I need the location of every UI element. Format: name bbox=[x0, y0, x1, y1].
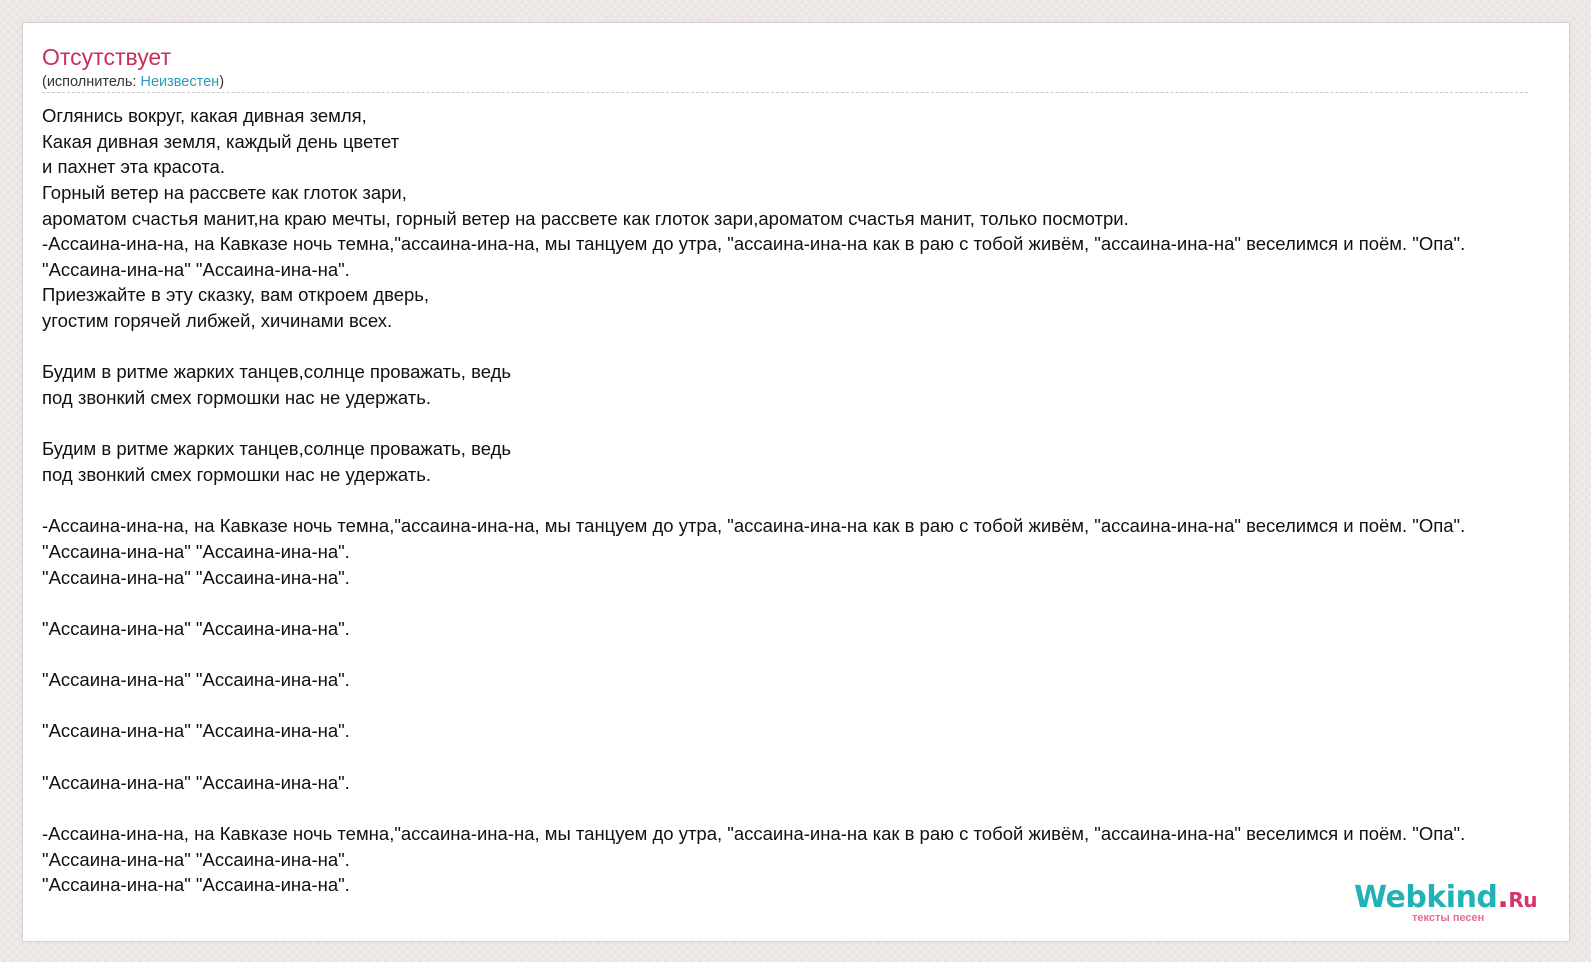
lyrics-blank-line bbox=[42, 488, 1570, 514]
lyrics-line: "Ассаина-ина-на" "Ассаина-ина-на". bbox=[42, 771, 350, 793]
song-title: Отсутствует bbox=[42, 44, 171, 70]
artist-suffix: ) bbox=[219, 74, 225, 90]
lyrics-line: "Ассаина-ина-на" "Ассаина-ина-на". bbox=[42, 258, 350, 280]
lyrics-line: Горный ветер на рассвете как глоток зари, bbox=[42, 181, 407, 203]
title-divider bbox=[42, 92, 1528, 93]
logo-ru: Ru bbox=[1508, 888, 1537, 912]
lyrics-line: "Ассаина-ина-на" "Ассаина-ина-на". bbox=[42, 617, 350, 639]
lyrics-line: Какая дивная земля, каждый день цветет bbox=[42, 130, 400, 152]
artist-line bbox=[42, 73, 224, 91]
lyrics-blank-line bbox=[42, 795, 1570, 821]
lyrics-line: угостим горячей либжей, хичинами всех. bbox=[42, 310, 393, 332]
lyrics-line: -Ассаина-ина-на, на Кавказе ночь темна,"ассаина-ина-на, мы танцуем до утра, "ассаина-ина-на как в раю с тобой живём, "ассаина-ина-на" веселимся и поём. "Опа". bbox=[42, 233, 1466, 255]
lyrics-blank-line bbox=[42, 693, 1570, 719]
lyrics-line: Приезжайте в эту сказку, вам откроем дверь, bbox=[42, 284, 430, 306]
lyrics-blank-line bbox=[42, 411, 1570, 437]
logo-dot: . bbox=[1497, 880, 1509, 915]
lyrics-line: "Ассаина-ина-на" "Ассаина-ина-на". bbox=[42, 720, 350, 742]
logo-web-part: Web bbox=[1354, 880, 1427, 915]
artist-prefix: (исполнитель: bbox=[42, 74, 141, 90]
lyrics-blank-line bbox=[42, 334, 1570, 360]
lyrics-line: -Ассаина-ина-на, на Кавказе ночь темна,"ассаина-ина-на, мы танцуем до утра, "ассаина-ина-на как в раю с тобой живём, "ассаина-ина-на" веселимся и поём. "Опа". bbox=[42, 822, 1466, 844]
logo-kind-part: kind bbox=[1426, 880, 1498, 915]
lyrics-blank-line bbox=[42, 744, 1570, 770]
logo-tagline: тексты песен bbox=[1412, 912, 1485, 924]
lyrics-line: и пахнет эта красота. bbox=[42, 156, 225, 178]
lyrics-blank-line bbox=[42, 590, 1570, 616]
lyrics-card bbox=[22, 22, 1570, 942]
webkind-logo[interactable] bbox=[1354, 880, 1544, 930]
lyrics-line: Будим в ритме жарких танцев,солнце проважать, ведь bbox=[42, 361, 512, 383]
lyrics-line: "Ассаина-ина-на" "Ассаина-ина-на". bbox=[42, 540, 350, 562]
lyrics-line: под звонкий смех гормошки нас не удержать. bbox=[42, 463, 431, 485]
artist-link[interactable]: Неизвестен bbox=[140, 74, 220, 90]
lyrics-line: "Ассаина-ина-на" "Ассаина-ина-на". bbox=[42, 848, 350, 870]
lyrics-blank-line bbox=[42, 641, 1570, 667]
lyrics-text bbox=[42, 103, 1570, 898]
lyrics-line: Оглянись вокруг, какая дивная земля, bbox=[42, 105, 367, 126]
lyrics-line: "Ассаина-ина-на" "Ассаина-ина-на". bbox=[42, 874, 350, 896]
lyrics-line: "Ассаина-ина-на" "Ассаина-ина-на". bbox=[42, 566, 350, 588]
lyrics-line: Будим в ритме жарких танцев,солнце проважать, ведь bbox=[42, 438, 512, 460]
lyrics-line: ароматом счастья манит,на краю мечты, горный ветер на рассвете как глоток зари,ароматом счастья манит, только посмотри. bbox=[42, 207, 1129, 229]
lyrics-line: под звонкий смех гормошки нас не удержать. bbox=[42, 387, 431, 409]
lyrics-line: -Ассаина-ина-на, на Кавказе ночь темна,"ассаина-ина-на, мы танцуем до утра, "ассаина-ина-на как в раю с тобой живём, "ассаина-ина-на" веселимся и поём. "Опа". bbox=[42, 515, 1466, 537]
lyrics-line: "Ассаина-ина-на" "Ассаина-ина-на". bbox=[42, 669, 350, 691]
